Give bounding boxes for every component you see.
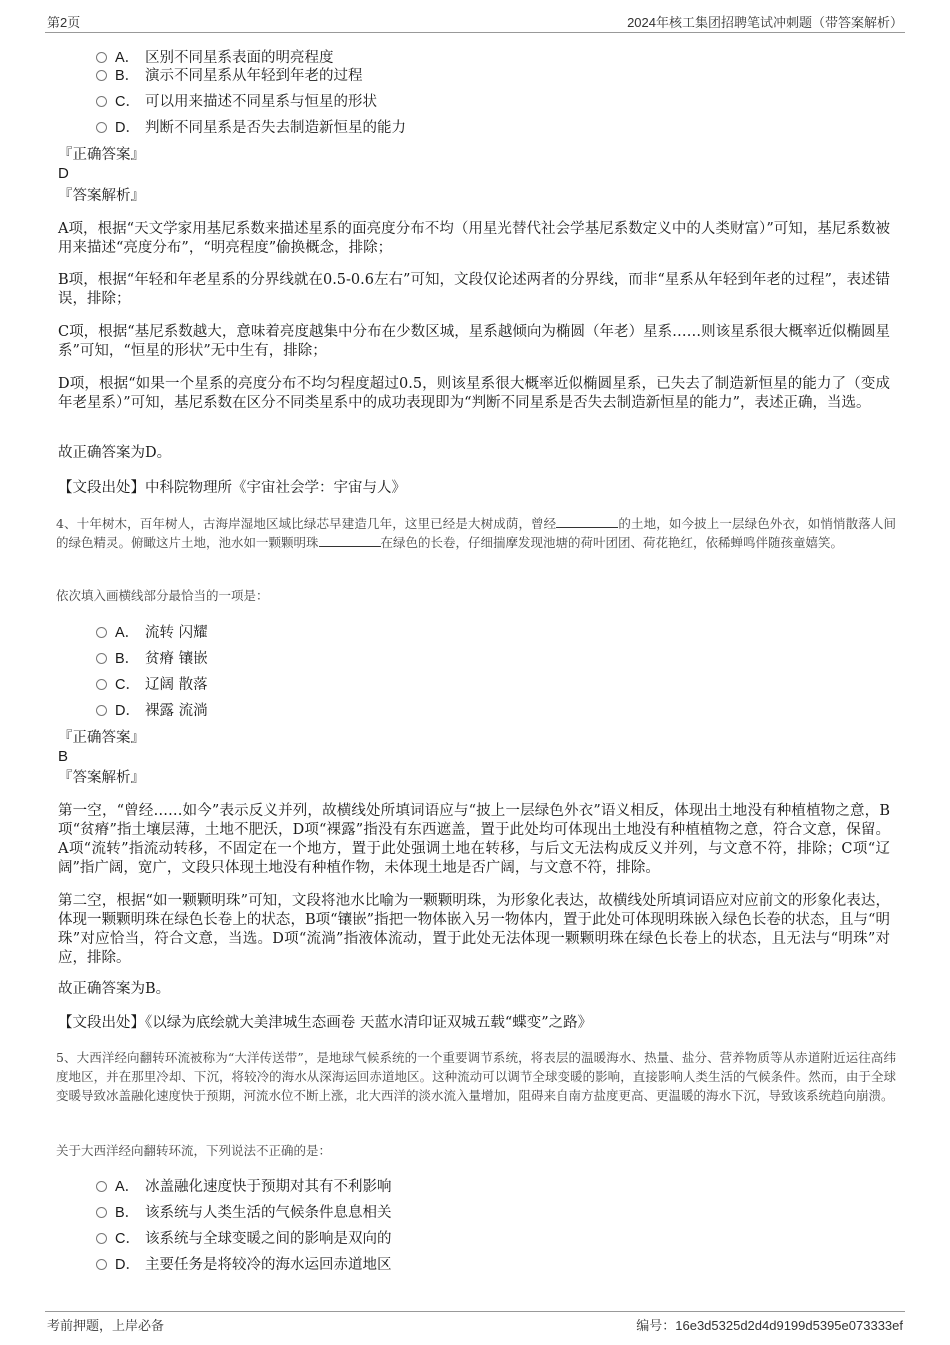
document-id: 编号：16e3d5325d2d4d9199d5395e073333ef — [636, 1318, 903, 1333]
radio-icon[interactable] — [96, 627, 107, 638]
q4-option-b[interactable]: B． 贫瘠 镶嵌 — [96, 647, 208, 671]
fill-blank — [319, 534, 381, 547]
q3-answer-tag: 『正确答案』 — [58, 147, 145, 163]
q5-option-a[interactable]: A． 冰盖融化速度快于预期对其有不利影响 — [96, 1175, 392, 1199]
q4-prompt: 依次填入画横线部分最恰当的一项是： — [56, 588, 269, 603]
q3-analysis-c: C项，根据“基尼系数越大，意味着亮度越集中分布在少数区城，星系越倾向为椭圆（年老）星系……则该星系很大概率近似椭圆星系”可知，“恒星的形状”无中生有，排除； — [58, 324, 890, 359]
radio-icon[interactable] — [96, 1259, 107, 1270]
q4-analysis-tag: 『答案解析』 — [58, 770, 145, 786]
q3-option-a[interactable]: A． 区别不同星系表面的明亮程度 — [96, 46, 334, 70]
page-header — [45, 10, 905, 33]
radio-icon[interactable] — [96, 653, 107, 664]
q5-option-d[interactable]: D． 主要任务是将较冷的海水运回赤道地区 — [96, 1253, 392, 1277]
radio-icon[interactable] — [96, 52, 107, 63]
radio-icon[interactable] — [96, 1233, 107, 1244]
q3-analysis-a: A项，根据“天文学家用基尼系数来描述星系的面亮度分布不均（用星光替代社会学基尼系数定义中的人类财富）”可知，基尼系数被用来描述“亮度分布”，“明亮程度”偷换概念，排除； — [58, 221, 890, 256]
radio-icon[interactable] — [96, 1207, 107, 1218]
document-title: 2024年核工集团招聘笔试冲刺题（带答案解析） — [627, 15, 903, 30]
q3-answer: D — [58, 165, 69, 182]
q5-option-c[interactable]: C． 该系统与全球变暖之间的影响是双向的 — [96, 1227, 392, 1251]
q4-conclusion: 故正确答案为B。 — [58, 981, 171, 997]
q3-analysis-b: B项，根据“年轻和年老星系的分界线就在0.5-0.6左右”可知，文段仅论述两者的分界线，而非“星系从年轻到年老的过程”，表述错误，排除； — [58, 272, 890, 307]
q3-analysis-tag: 『答案解析』 — [58, 188, 145, 204]
q3-option-d[interactable]: D． 判断不同星系是否失去制造新恒星的能力 — [96, 116, 406, 140]
q4-analysis-1: 第一空，“曾经……如今”表示反义并列，故横线处所填词语应与“披上一层绿色外衣”语义相反，体现出土地没有种植植物之意，B项“贫瘠”指土壤层薄，土地不肥沃，D项“裸露”指没有东西遮盖，置于此处均可体现出土地没有种植植物之意，符合文意，保留。A项“流转”指流动转移，不固定在一个地方，置于此处强调土地在转移，与后文无法构成反义并列，与文意不符，排除；C项“辽阔”指广阔，宽广，文段只体现土地没有种植作物，未体现土地是否广阔，与文意不符，排除。 — [58, 803, 890, 876]
q4-answer: B — [58, 748, 69, 765]
q4-source: 【文段出处】《以绿为底绘就大美津城生态画卷 天蓝水清印证双城五载“蝶变”之路》 — [58, 1015, 593, 1031]
q4-option-c[interactable]: C． 辽阔 散落 — [96, 673, 208, 697]
q4-option-d[interactable]: D． 裸露 流淌 — [96, 699, 208, 723]
q4-analysis-2: 第二空，根据“如一颗颗明珠”可知，文段将池水比喻为一颗颗明珠，为形象化表达，故横线处所填词语应对应前文的形象化表达，体现一颗颗明珠在绿色长卷上的状态，B项“镶嵌”指把一物体嵌入另一物体内，置于此处可体现明珠嵌入绿色长卷的状态，且与“明珠”对应恰当，符合文意，当选。D项“流淌”指液体流动，置于此处无法体现一颗颗明珠在绿色长卷上的状态，且无法与“明珠”对应，排除。 — [58, 893, 890, 966]
radio-icon[interactable] — [96, 96, 107, 107]
q5-stem: 5、大西洋经向翻转环流被称为“大洋传送带”，是地球气候系统的一个重要调节系统，将表层的温暖海水、热量、盐分、营养物质等从赤道附近运往高纬度地区，并在那里冷却、下沉，将较冷的海水从深海运回赤道地区。这种流动可以调节全球变暖的影响，直接影响人类生活的气候条件。然而，由于全球变暖导致冰盖融化速度快于预期，河流水位不断上涨，北大西洋的淡水流入量增加，阻碍来自南方盐度更高、更温暖的海水下沉，导致该系统趋向崩溃。 — [56, 1050, 896, 1103]
q3-source: 【文段出处】中科院物理所《宇宙社会学：宇宙与人》 — [58, 480, 406, 496]
q3-analysis-d: D项，根据“如果一个星系的亮度分布不均匀程度超过0.5，则该星系很大概率近似椭圆星系，已失去了制造新恒星的能力了（变成年老星系）”可知，基尼系数在区分不同类星系中的成功表现即为“判断不同星系是否失去制造新恒星的能力”，表述正确，当选。 — [58, 376, 890, 411]
q3-option-c[interactable]: C． 可以用来描述不同星系与恒星的形状 — [96, 90, 377, 114]
q3-conclusion: 故正确答案为D。 — [58, 445, 172, 461]
radio-icon[interactable] — [96, 122, 107, 133]
q5-prompt: 关于大西洋经向翻转环流，下列说法不正确的是： — [56, 1143, 332, 1158]
q4-stem: 4、十年树木，百年树人，古海岸湿地区域比绿芯早建造几年，这里已经是大树成荫，曾经 的土地，如今披上一层绿色外衣，如悄悄散落人间的绿色精灵。俯瞰这片土地，池水如一颗颗明珠 在绿色的长卷，仔细揣摩发现池塘的荷叶团团、荷花艳红，依稀蝉鸣伴随孩童嬉笑。 — [56, 516, 896, 550]
q3-option-b[interactable]: B． 演示不同星系从年轻到年老的过程 — [96, 64, 363, 88]
q4-answer-tag: 『正确答案』 — [58, 730, 145, 746]
fill-blank — [556, 515, 618, 528]
radio-icon[interactable] — [96, 70, 107, 81]
page-footer — [45, 1311, 905, 1338]
radio-icon[interactable] — [96, 1181, 107, 1192]
q5-option-b[interactable]: B． 该系统与人类生活的气候条件息息相关 — [96, 1201, 392, 1225]
page-number: 第2页 — [47, 15, 81, 30]
q4-option-a[interactable]: A． 流转 闪耀 — [96, 621, 208, 645]
radio-icon[interactable] — [96, 679, 107, 690]
radio-icon[interactable] — [96, 705, 107, 716]
footer-slogan: 考前押题，上岸必备 — [47, 1319, 165, 1334]
